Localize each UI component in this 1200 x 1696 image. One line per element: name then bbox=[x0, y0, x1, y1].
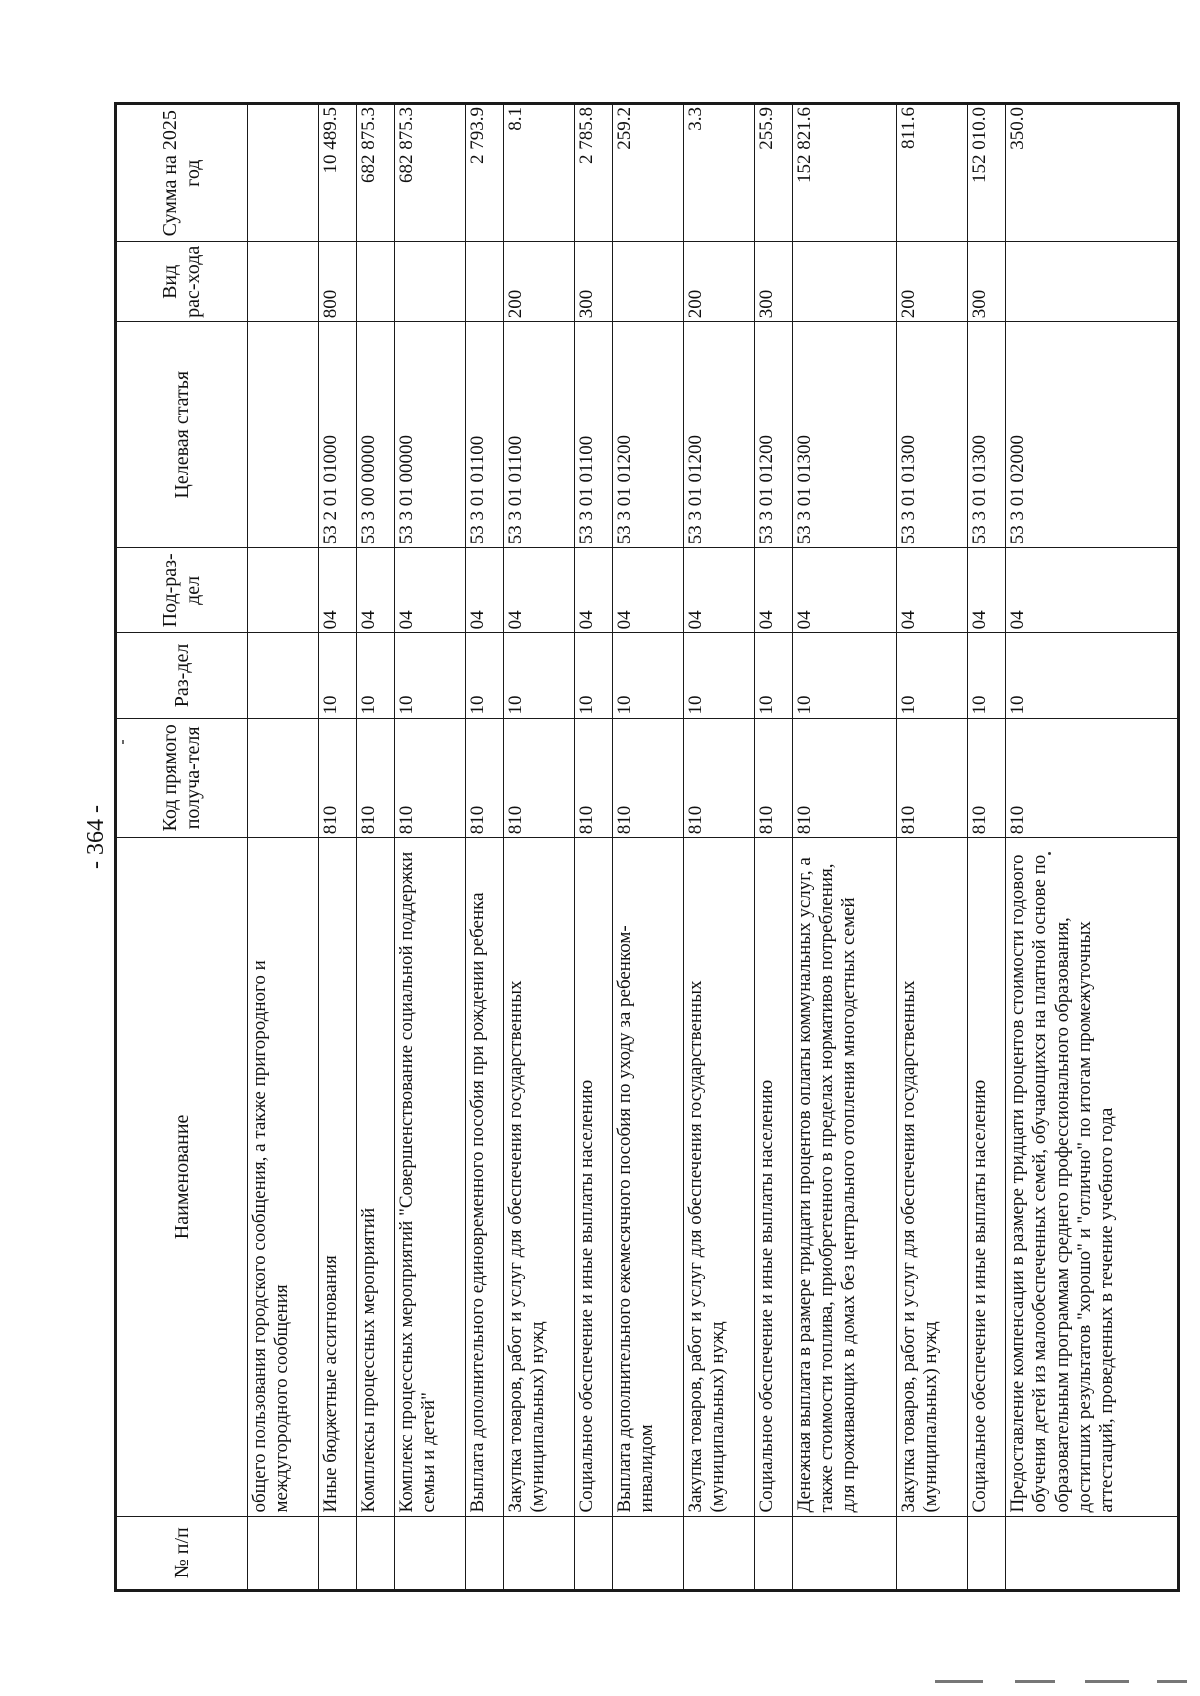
cell-expense-type: 300 bbox=[754, 242, 792, 322]
cell-num bbox=[792, 1516, 896, 1590]
cell-recipient-code: 810 bbox=[897, 718, 968, 838]
cell-recipient-code: 810 bbox=[574, 718, 612, 838]
cell-num bbox=[394, 1516, 465, 1590]
cell-expense-type bbox=[394, 242, 465, 322]
table-row bbox=[754, 104, 792, 1591]
cell-subsection: 04 bbox=[574, 548, 612, 633]
cell-sum: 811.6 bbox=[897, 104, 968, 242]
header-expense-type: Вид рас-хода bbox=[116, 242, 248, 322]
cell-section: 10 bbox=[394, 633, 465, 718]
cell-name: Закупка товаров, работ и услуг для обеспечения государственных (муниципальных) нужд bbox=[683, 838, 754, 1516]
cell-expense-type: 300 bbox=[968, 242, 1006, 322]
cell-recipient-code: 810 bbox=[394, 718, 465, 838]
rotated-table-container bbox=[114, 102, 1180, 1592]
cell-name: Денежная выплата в размере тридцати процентов оплаты коммунальных услуг, а также стоимости топлива, приобретенного в пределах нормативов потребления, для проживающих в домах без центрального отопления многодетных семей bbox=[792, 838, 896, 1516]
cell-name: Комплексы процессных мероприятий bbox=[356, 838, 394, 1516]
table-row bbox=[968, 104, 1006, 1591]
cell-expense-type: 200 bbox=[683, 242, 754, 322]
cell-subsection: 04 bbox=[897, 548, 968, 633]
table-row bbox=[574, 104, 612, 1591]
header-sum-2025: Сумма на 2025 год bbox=[116, 104, 248, 242]
cell-subsection: 04 bbox=[612, 548, 683, 633]
cell-recipient-code: 810 bbox=[612, 718, 683, 838]
cell-num bbox=[319, 1516, 357, 1590]
cell-expense-type bbox=[356, 242, 394, 322]
cell-expense-type bbox=[248, 242, 319, 322]
cell-section: 10 bbox=[319, 633, 357, 718]
table-row bbox=[394, 104, 465, 1591]
cell-num bbox=[465, 1516, 503, 1590]
table-row bbox=[356, 104, 394, 1591]
table-row bbox=[792, 104, 896, 1591]
cell-section: 10 bbox=[792, 633, 896, 718]
cell-recipient-code: 810 bbox=[683, 718, 754, 838]
page-number: - 364 - bbox=[83, 805, 109, 869]
cell-subsection: 04 bbox=[465, 548, 503, 633]
cell-name: общего пользования городского сообщения, а также пригородного и междугородного сообщения bbox=[248, 838, 319, 1516]
cell-num bbox=[1006, 1516, 1179, 1590]
cell-subsection: 04 bbox=[356, 548, 394, 633]
cell-subsection: 04 bbox=[754, 548, 792, 633]
cell-target-article: 53 3 01 01300 bbox=[792, 322, 896, 548]
cell-name: Социальное обеспечение и иные выплаты населению bbox=[574, 838, 612, 1516]
table-row bbox=[319, 104, 357, 1591]
cell-num bbox=[612, 1516, 683, 1590]
cell-expense-type: 200 bbox=[503, 242, 574, 322]
cell-target-article: 53 3 01 01200 bbox=[683, 322, 754, 548]
header-subsection: Под-раз-дел bbox=[116, 548, 248, 633]
cell-section bbox=[248, 633, 319, 718]
cell-expense-type: 800 bbox=[319, 242, 357, 322]
cell-expense-type bbox=[465, 242, 503, 322]
table-row bbox=[465, 104, 503, 1591]
budget-table bbox=[114, 102, 1180, 1592]
header-num: № п/п bbox=[116, 1516, 248, 1590]
cell-name: Предоставление компенсации в размере тридцати процентов стоимости годового обучения детей из малообеспеченных семей, обучающихся на платной основе по образовательным программам среднего профессионального образования, достигших результатов "хорошо" и "отлично" по итогам промежуточных аттестаций, проведенных в течение учебного года bbox=[1006, 838, 1179, 1516]
cell-recipient-code: 810 bbox=[754, 718, 792, 838]
cell-subsection: 04 bbox=[968, 548, 1006, 633]
cell-num bbox=[356, 1516, 394, 1590]
scan-edge-marks bbox=[935, 1680, 1195, 1688]
cell-recipient-code: 810 bbox=[465, 718, 503, 838]
header-name: Наименование bbox=[116, 838, 248, 1516]
cell-subsection: 04 bbox=[792, 548, 896, 633]
cell-target-article: 53 3 01 01200 bbox=[612, 322, 683, 548]
cell-sum: 152 821.6 bbox=[792, 104, 896, 242]
cell-name: Закупка товаров, работ и услуг для обеспечения государственных (муниципальных) нужд bbox=[503, 838, 574, 1516]
cell-subsection: 04 bbox=[1006, 548, 1179, 633]
cell-recipient-code: 810 bbox=[792, 718, 896, 838]
cell-sum: 2 793.9 bbox=[465, 104, 503, 242]
cell-sum: 2 785.8 bbox=[574, 104, 612, 242]
cell-recipient-code: 810 bbox=[356, 718, 394, 838]
cell-sum: 682 875.3 bbox=[394, 104, 465, 242]
cell-sum: 682 875.3 bbox=[356, 104, 394, 242]
cell-target-article: 53 3 00 00000 bbox=[356, 322, 394, 548]
cell-expense-type: 200 bbox=[897, 242, 968, 322]
cell-name: Комплекс процессных мероприятий "Совершенствование социальной поддержки семьи и детей" bbox=[394, 838, 465, 1516]
cell-target-article bbox=[248, 322, 319, 548]
cell-expense-type bbox=[792, 242, 896, 322]
cell-num bbox=[574, 1516, 612, 1590]
cell-subsection bbox=[248, 548, 319, 633]
cell-section: 10 bbox=[754, 633, 792, 718]
table-row bbox=[503, 104, 574, 1591]
cell-sum: 152 010.0 bbox=[968, 104, 1006, 242]
cell-section: 10 bbox=[612, 633, 683, 718]
cell-num bbox=[683, 1516, 754, 1590]
cell-sum: 259.2 bbox=[612, 104, 683, 242]
table-header-row bbox=[116, 104, 248, 1591]
cell-target-article: 53 3 01 01100 bbox=[503, 322, 574, 548]
header-target-article: Целевая статья bbox=[116, 322, 248, 548]
cell-sum: 350.0 bbox=[1006, 104, 1179, 242]
cell-subsection: 04 bbox=[683, 548, 754, 633]
cell-sum: 3.3 bbox=[683, 104, 754, 242]
cell-name: Закупка товаров, работ и услуг для обеспечения государственных (муниципальных) нужд bbox=[897, 838, 968, 1516]
cell-section: 10 bbox=[574, 633, 612, 718]
cell-recipient-code bbox=[248, 718, 319, 838]
cell-section: 10 bbox=[465, 633, 503, 718]
cell-subsection: 04 bbox=[394, 548, 465, 633]
cell-expense-type: 300 bbox=[574, 242, 612, 322]
cell-expense-type bbox=[1006, 242, 1179, 322]
cell-recipient-code: 810 bbox=[319, 718, 357, 838]
cell-section: 10 bbox=[356, 633, 394, 718]
cell-name: Социальное обеспечение и иные выплаты населению bbox=[754, 838, 792, 1516]
cell-recipient-code: 810 bbox=[968, 718, 1006, 838]
cell-section: 10 bbox=[968, 633, 1006, 718]
cell-target-article: 53 2 01 01000 bbox=[319, 322, 357, 548]
cell-sum: 8.1 bbox=[503, 104, 574, 242]
table-row bbox=[248, 104, 319, 1591]
cell-num bbox=[503, 1516, 574, 1590]
cell-num bbox=[897, 1516, 968, 1590]
cell-target-article: 53 3 01 01100 bbox=[574, 322, 612, 548]
cell-target-article: 53 3 01 01100 bbox=[465, 322, 503, 548]
cell-target-article: 53 3 01 00000 bbox=[394, 322, 465, 548]
cell-name: Социальное обеспечение и иные выплаты населению bbox=[968, 838, 1006, 1516]
cell-recipient-code: 810 bbox=[1006, 718, 1179, 838]
table-row bbox=[683, 104, 754, 1591]
table-row bbox=[1006, 104, 1179, 1591]
cell-target-article: 53 3 01 02000 bbox=[1006, 322, 1179, 548]
cell-expense-type bbox=[612, 242, 683, 322]
cell-subsection: 04 bbox=[319, 548, 357, 633]
cell-section: 10 bbox=[683, 633, 754, 718]
cell-recipient-code: 810 bbox=[503, 718, 574, 838]
cell-sum: 10 489.5 bbox=[319, 104, 357, 242]
cell-name: Выплата дополнительного ежемесячного пособия по уходу за ребенком-инвалидом bbox=[612, 838, 683, 1516]
header-section: Раз-дел bbox=[116, 633, 248, 718]
cell-section: 10 bbox=[897, 633, 968, 718]
header-recipient-code: Код прямого получа-теля bbox=[116, 718, 248, 838]
cell-subsection: 04 bbox=[503, 548, 574, 633]
cell-target-article: 53 3 01 01300 bbox=[897, 322, 968, 548]
cell-section: 10 bbox=[503, 633, 574, 718]
cell-target-article: 53 3 01 01300 bbox=[968, 322, 1006, 548]
table-row bbox=[612, 104, 683, 1591]
cell-name: Выплата дополнительного единовременного пособия при рождении ребенка bbox=[465, 838, 503, 1516]
cell-sum: 255.9 bbox=[754, 104, 792, 242]
cell-sum bbox=[248, 104, 319, 242]
cell-num bbox=[754, 1516, 792, 1590]
cell-section: 10 bbox=[1006, 633, 1179, 718]
cell-target-article: 53 3 01 01200 bbox=[754, 322, 792, 548]
cell-num bbox=[968, 1516, 1006, 1590]
cell-num bbox=[248, 1516, 319, 1590]
cell-name: Иные бюджетные ассигнования bbox=[319, 838, 357, 1516]
table-row bbox=[897, 104, 968, 1591]
